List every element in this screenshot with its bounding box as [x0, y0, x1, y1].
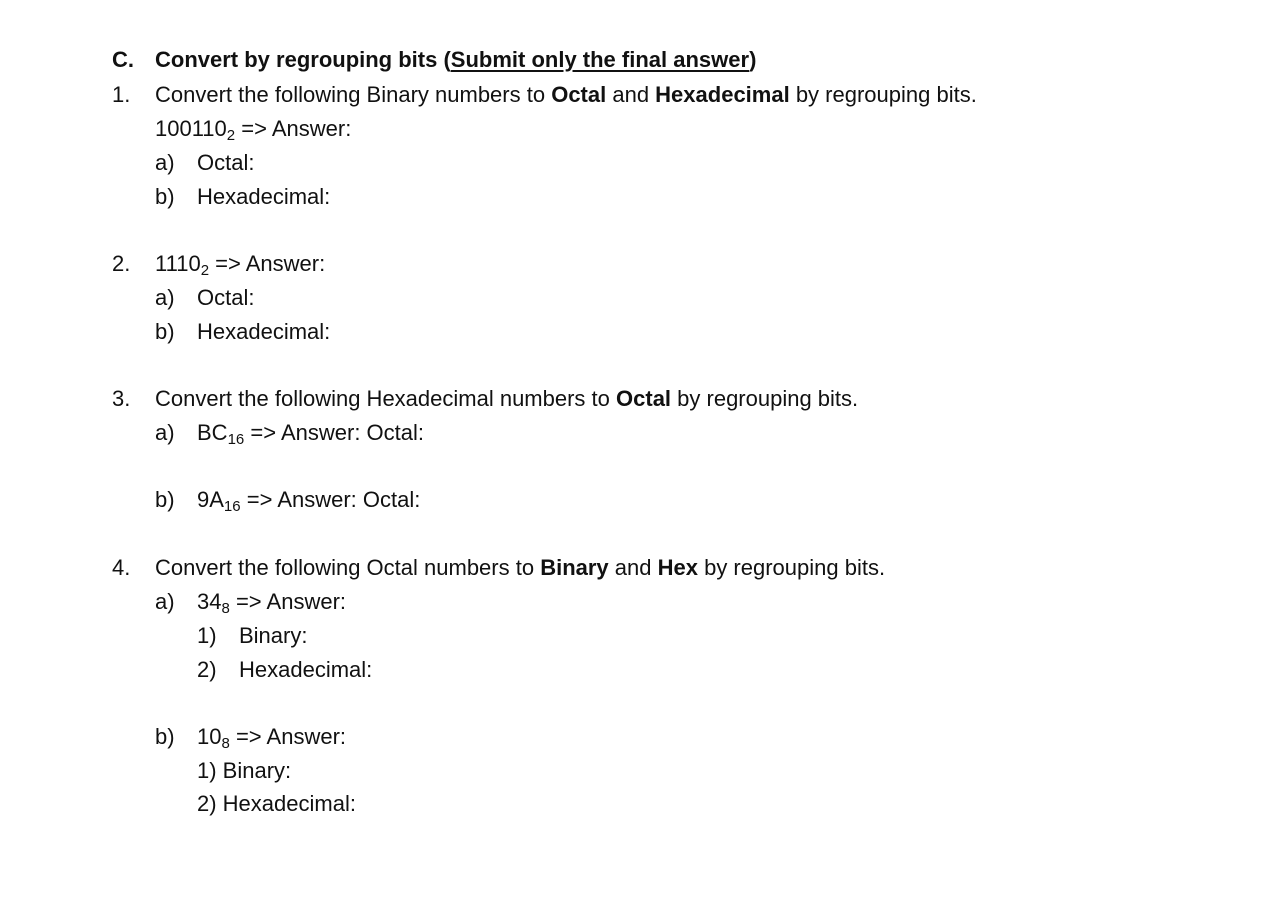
q1-a-marker: a)	[155, 150, 175, 175]
q1-prompt: Convert the following Binary numbers to Octal and Hexadecimal by regrouping bits.	[155, 82, 977, 107]
q1-b-hex-label: Hexadecimal:	[197, 184, 331, 209]
section-title: Convert by regrouping bits (Submit only the final answer)	[155, 47, 757, 72]
q4-b-line: $10_8$ => Answer:	[197, 724, 347, 752]
q4-a-line: $34_8$ => Answer:	[197, 589, 347, 617]
q2-b-marker: b)	[155, 319, 175, 344]
q4-b-marker: b)	[155, 724, 175, 749]
q1-marker: 1.	[112, 82, 131, 107]
q4-b1-binary-label: 1) Binary:	[197, 758, 292, 783]
q2-marker: 2.	[112, 251, 131, 276]
q1-number-line: $100110_2$ => Answer:	[155, 116, 352, 144]
q3-marker: 3.	[112, 386, 131, 411]
q4-a2-hex-label: Hexadecimal:	[239, 657, 373, 682]
q2-a-marker: a)	[155, 285, 175, 310]
q4-b2-hex-label: 2) Hexadecimal:	[197, 791, 356, 816]
q4-a1-binary-label: Binary:	[239, 623, 308, 648]
q3-b-line: $9A_{16}$ => Answer: Octal:	[197, 487, 421, 515]
q3-a-line: $BC_{16}$ => Answer: Octal:	[197, 420, 424, 448]
q3-a-marker: a)	[155, 420, 175, 445]
q4-a-marker: a)	[155, 589, 175, 614]
q3-prompt: Convert the following Hexadecimal numbers to Octal by regrouping bits.	[155, 386, 859, 411]
q2-b-hex-label: Hexadecimal:	[197, 319, 331, 344]
q2-number-line: $1110_2$ => Answer:	[155, 251, 326, 279]
q4-marker: 4.	[112, 555, 131, 580]
q4-a2-marker: 2)	[197, 657, 217, 682]
q3-b-marker: b)	[155, 487, 175, 512]
q2-a-octal-label: Octal:	[197, 285, 255, 310]
section-marker: C.	[112, 47, 134, 72]
q1-b-marker: b)	[155, 184, 175, 209]
q4-a1-marker: 1)	[197, 623, 217, 648]
q1-a-octal-label: Octal:	[197, 150, 255, 175]
q4-prompt: Convert the following Octal numbers to Binary and Hex by regrouping bits.	[155, 555, 886, 580]
